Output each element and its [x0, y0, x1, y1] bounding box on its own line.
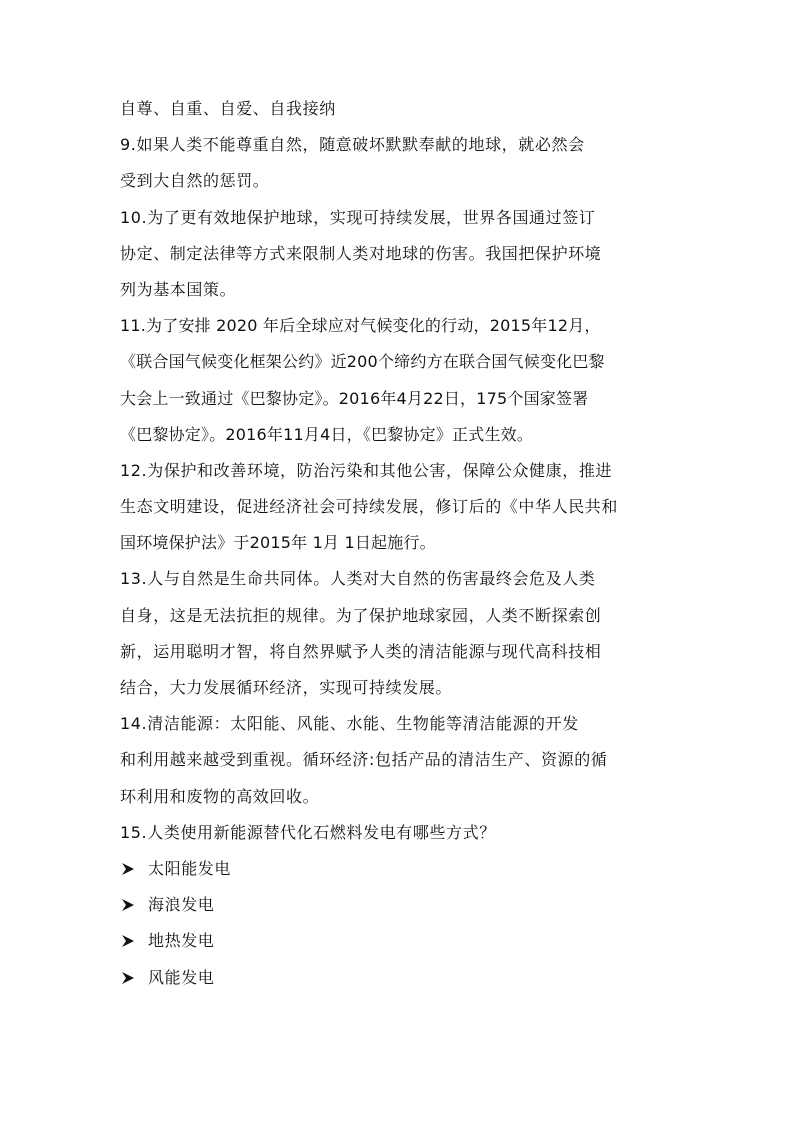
list-item	[120, 960, 690, 996]
arrowhead-bullet-icon	[120, 861, 148, 877]
text-line: 大会上一致通过《巴黎协定》。2016年4月22日，175个国家签署	[120, 388, 589, 408]
arrowhead-bullet-icon	[120, 933, 148, 949]
list-item	[120, 887, 690, 923]
text-line: 受到大自然的惩罚。	[120, 171, 270, 191]
text-line: 9.如果人类不能尊重自然，随意破坏默默奉献的地球，就必然会	[120, 135, 585, 155]
list-item-text: 地热发电	[148, 931, 215, 951]
text-line: 13.人与自然是生命共同体。人类对大自然的伤害最终会危及人类	[120, 569, 596, 589]
text-line: 和利用越来越受到重视。循环经济:包括产品的清洁生产、资源的循	[120, 750, 608, 770]
text-line: 结合，大力发展循环经济，实现可持续发展。	[120, 678, 453, 697]
arrowhead-bullet-icon	[120, 897, 148, 913]
text-line: 10.为了更有效地保护地球，实现可持续发展，世界各国通过签订	[120, 207, 596, 227]
list-item	[120, 923, 690, 959]
arrowhead-bullet-icon	[120, 970, 148, 986]
text-line: 11.为了安排 2020 年后全球应对气候变化的行动，2015年12月，	[120, 316, 601, 336]
text-line: 协定、制定法律等方式来限制人类对地球的伤害。我国把保护环境	[120, 243, 602, 263]
text-line: 《巴黎协定》。2016年11月4日，《巴黎协定》正式生效。	[120, 424, 534, 444]
list-item-text: 太阳能发电	[148, 858, 232, 878]
text-line: 环利用和废物的高效回收。	[120, 786, 320, 806]
text-line: 自身，这是无法抗拒的规律。为了保护地球家园，人类不断探索创	[120, 605, 602, 625]
text-line: 国环境保护法》于2015年 1月 1日起施行。	[120, 533, 436, 553]
text-line: 12.为保护和改善环境，防治污染和其他公害，保障公众健康，推进	[120, 460, 613, 480]
text-line: 自尊、自重、自爱、自我接纳	[120, 99, 336, 118]
text-line: 14.清洁能源：太阳能、风能、水能、生物能等清洁能源的开发	[120, 714, 579, 734]
text-line: 《联合国气候变化框架公约》近200个缔约方在联合国气候变化巴黎	[120, 352, 605, 372]
text-line: 新，运用聪明才智，将自然界赋予人类的清洁能源与现代高科技相	[120, 641, 602, 661]
list-item-text: 风能发电	[148, 967, 215, 987]
text-line: 列为基本国策。	[120, 279, 237, 299]
list-item	[120, 851, 690, 887]
text-line: 生态文明建设，促进经济社会可持续发展，修订后的《中华人民共和	[120, 497, 619, 517]
list-item-text: 海浪发电	[148, 895, 215, 915]
document-body	[120, 91, 690, 996]
text-line: 15.人类使用新能源替代化石燃料发电有哪些方式？	[120, 822, 496, 842]
